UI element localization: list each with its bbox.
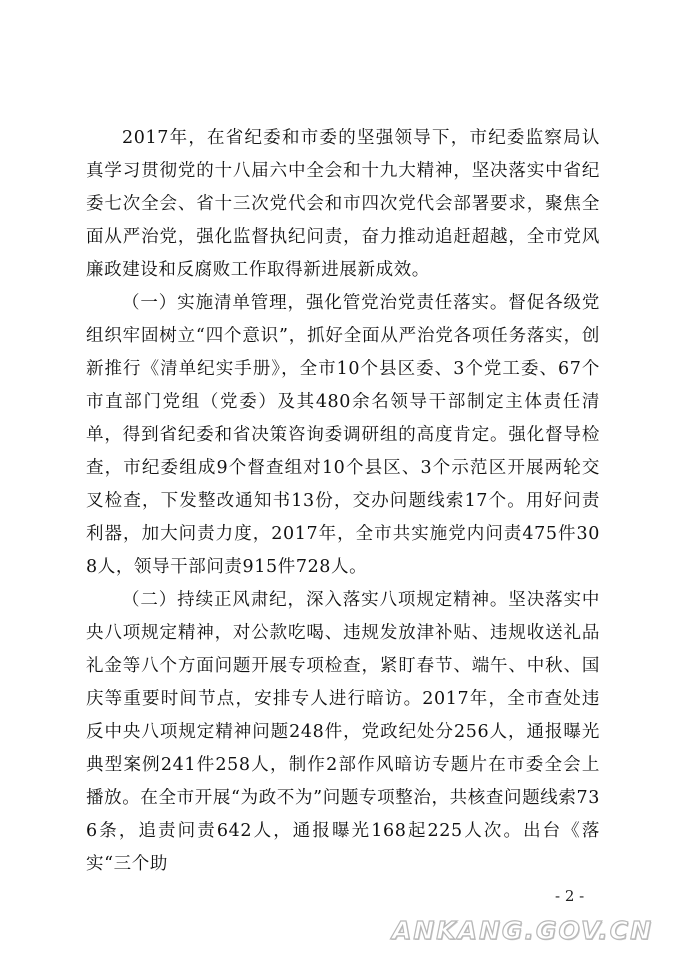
page-number: - 2 - <box>555 887 585 905</box>
document-body <box>86 122 600 881</box>
paragraph-section-2: （二）持续正风肃纪，深入落实八项规定精神。坚决落实中央八项规定精神，对公款吃喝、违规发放津补贴、违规收送礼品礼金等八个方面问题开展专项检查，紧盯春节、端午、中秋、国庆等重要时间节点，安排专人进行暗访。2017年，全市查处违反中央八项规定精神问题248件，党政纪处分256人，通报曝光典型案例241件258人，制作2部作风暗访专题片在市委全会上播放。在全市开展“为政不为”问题专项整治，共核查问题线索736条，追责问责642人，通报曝光168起225人次。出台《落实“三个助 <box>86 590 600 874</box>
paragraph-section-1: （一）实施清单管理，强化管党治党责任落实。督促各级党组织牢固树立“四个意识”，抓好全面从严治党各项任务落实，创新推行《清单纪实手册》，全市10个县区委、3个党工委、67个市直部门党组（党委）及其480余名领导干部制定主体责任清单，得到省纪委和省决策咨询委调研组的高度肯定。强化督导检查，市纪委组成9个督查组对10个县区、3个示范区开展两轮交叉检查，下发整改通知书13份，交办问题线索17个。用好问责利器，加大问责力度，2017年，全市共实施党内问责475件308人，领导干部问责915件728人。 <box>86 293 600 577</box>
paragraph-intro: 2017年，在省纪委和市委的坚强领导下，市纪委监察局认真学习贯彻党的十八届六中全会和十九大精神，坚决落实中省纪委七次全会、省十三次党代会和市四次党代会部署要求，聚焦全面从严治党，强化监督执纪问责，奋力推动追赶超越，全市党风廉政建设和反腐败工作取得新进展新成效。 <box>86 128 600 280</box>
site-watermark: ANKANG.GOV.CN <box>392 916 654 945</box>
